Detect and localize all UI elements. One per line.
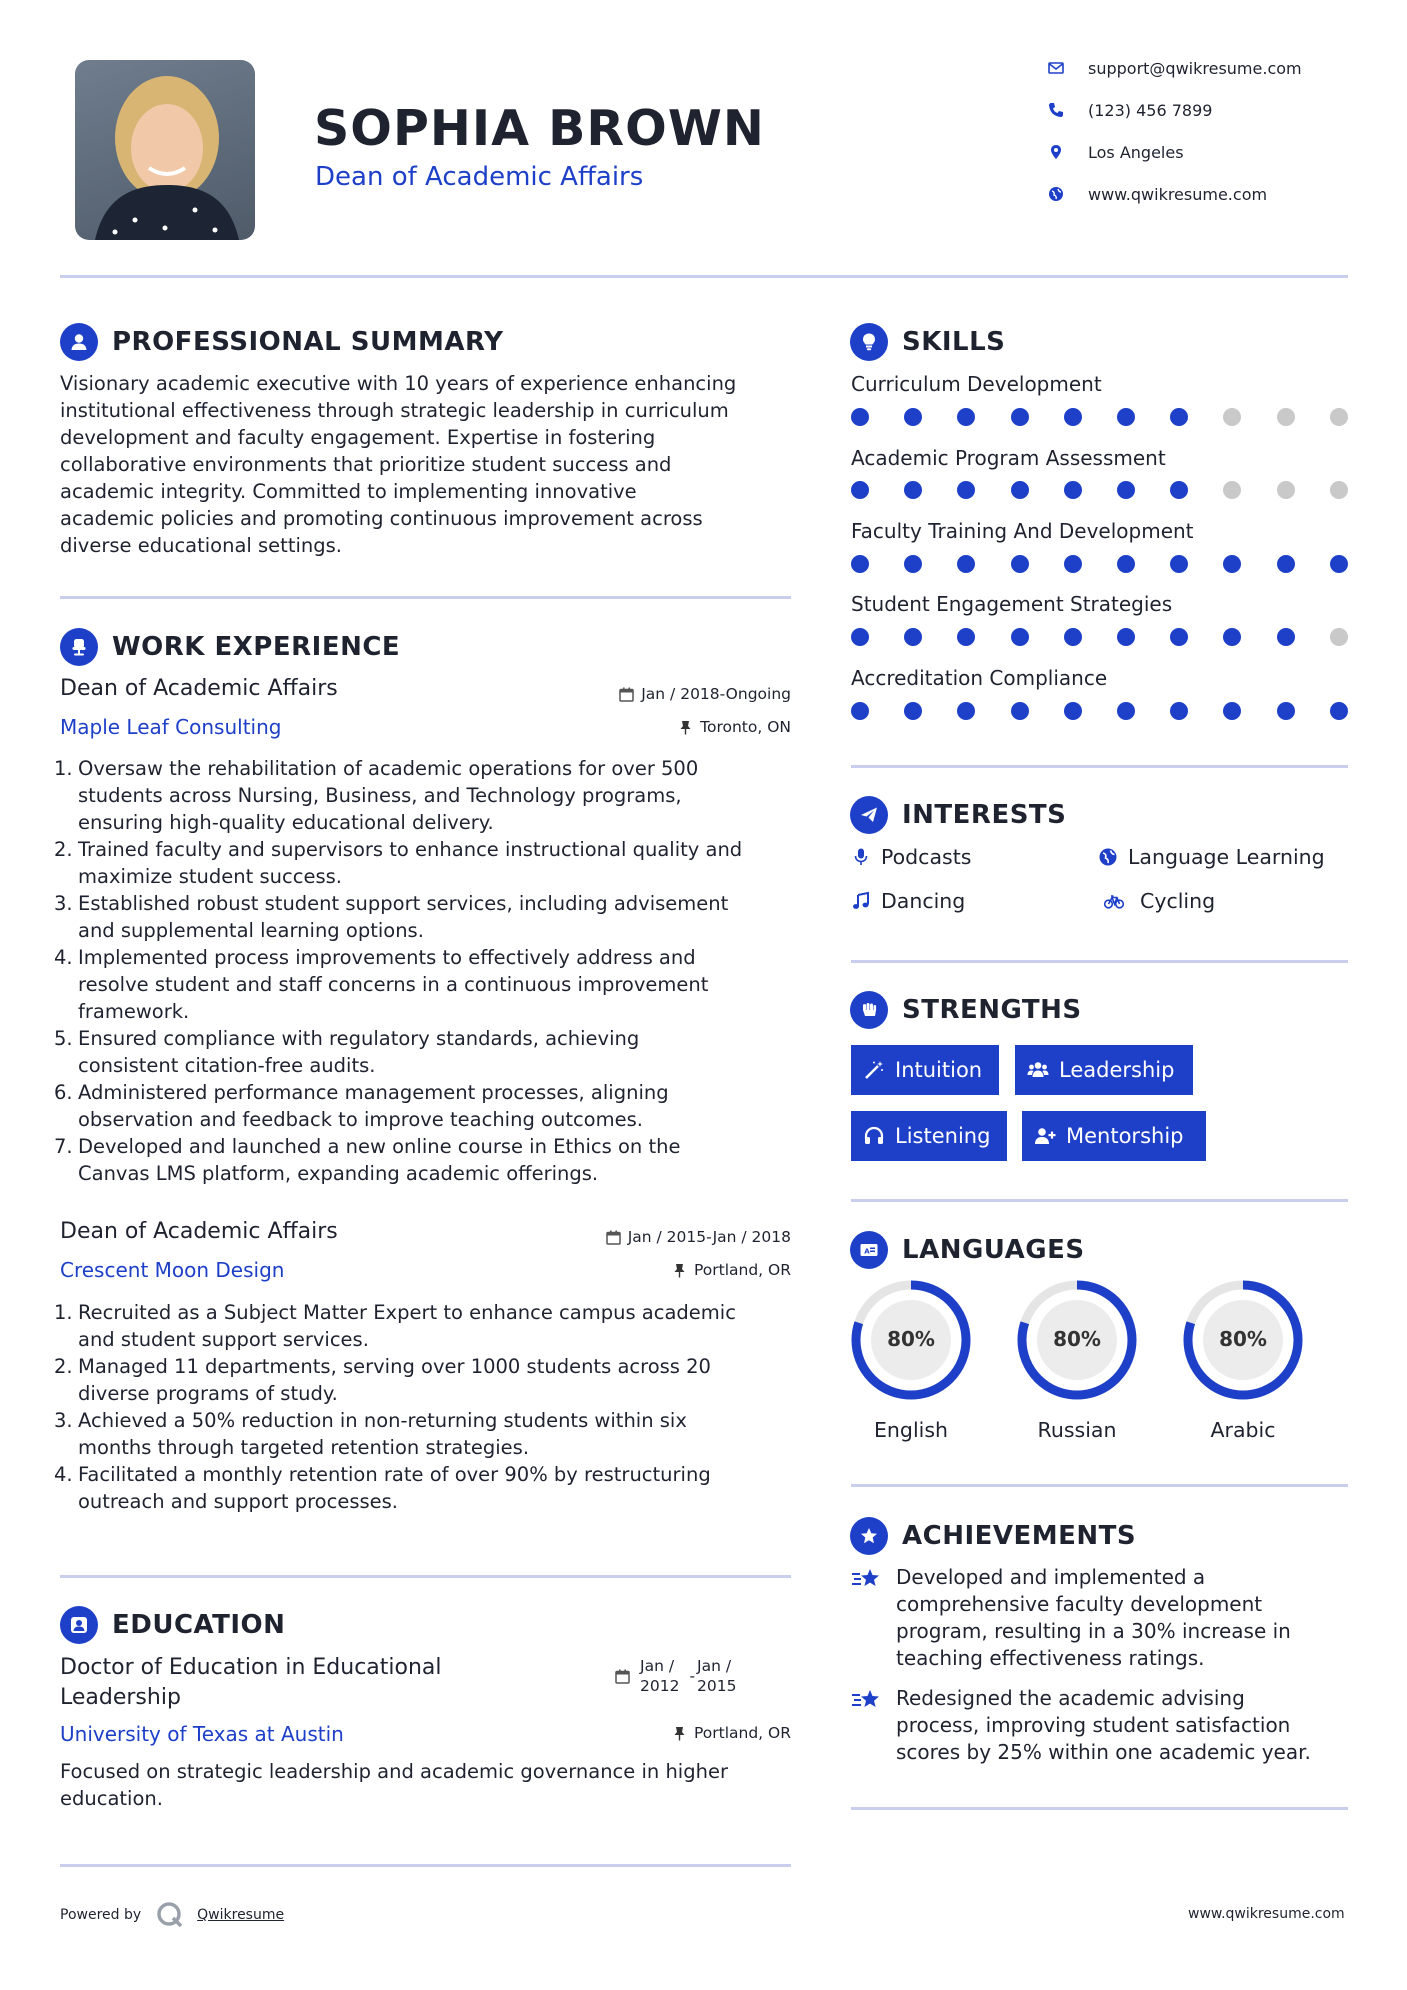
skill-dot-filled [904,555,922,573]
languages-header [850,1230,1085,1270]
contact-phone-text: (123) 456 7899 [1088,100,1213,120]
skill-dot-empty [1277,481,1295,499]
education-date-sep: - [689,1667,696,1685]
bullet-line: outreach and support processes. [78,1490,398,1513]
skill-dot-filled [1117,481,1135,499]
skill-name: Accreditation Compliance [851,666,1108,690]
language-card-icon [850,1231,888,1269]
skill-name: Academic Program Assessment [851,446,1166,470]
star-badge-icon [850,1517,888,1555]
summary-line: diverse educational settings. [60,534,342,557]
school-name: University of Texas at Austin [60,1722,344,1746]
education-date [615,1656,737,1696]
users-icon [1027,1059,1049,1081]
achievements-heading: ACHIEVEMENTS [902,1521,1137,1551]
bullet-number: 4. [54,946,73,969]
calendar-icon [615,1669,630,1684]
skill-dot-filled [1011,628,1029,646]
bullet-line: observation and feedback to improve teaching outcomes. [78,1108,643,1131]
interest-label: Cycling [1140,889,1216,913]
paper-plane-icon [850,796,888,834]
job-title: Dean of Academic Affairs [60,676,338,701]
achievements-header [850,1516,1136,1556]
strength-badge [1022,1111,1206,1161]
magic-wand-icon [863,1059,885,1081]
bullet-line: Ensured compliance with regulatory standards, achieving [78,1027,640,1050]
music-icon [851,891,871,911]
skill-dot-filled [1011,555,1029,573]
skill-dot-filled [957,408,975,426]
summary-line: institutional effectiveness through strategic leadership in curriculum [60,399,729,422]
contact-website-text: www.qwikresume.com [1088,184,1268,204]
skill-dot-filled [1170,481,1188,499]
language-item [849,1278,973,1442]
globe-icon [1098,847,1118,867]
svg-text:A: A [864,1247,870,1256]
fist-icon [850,991,888,1029]
envelope-icon [1048,60,1064,76]
job-company: Maple Leaf Consulting [60,715,282,739]
bullet-line: Oversaw the rehabilitation of academic operations for over 500 [78,757,699,780]
skill-dot-empty [1277,408,1295,426]
skill-name: Curriculum Development [851,372,1102,396]
strength-badge [1015,1045,1193,1095]
skill-dot-filled [904,702,922,720]
skill-dot-filled [1064,628,1082,646]
degree-title [60,1653,442,1713]
skill-dot-filled [851,702,869,720]
language-percent: 80% [887,1327,935,1351]
language-progress-ring [1015,1278,1139,1402]
bullet-number: 3. [54,1409,73,1432]
job-title: Dean of Academic Affairs [60,1219,338,1244]
job-date-text: Jan / 2018-Ongoing [641,685,791,703]
bicycle-icon [1098,891,1130,911]
bullet-line: Recruited as a Subject Matter Expert to enhance campus academic [78,1301,736,1324]
bullet-line: resolve student and staff concerns in a continuous improvement [78,973,709,996]
bullet-number: 2. [54,1355,73,1378]
skill-dot-filled [1330,702,1348,720]
interest-label: Dancing [881,889,966,913]
skill-dot-filled [904,481,922,499]
skill-dot-filled [1223,628,1241,646]
skill-dot-filled [1011,702,1029,720]
bullet-line: students across Nursing, Business, and Technology programs, [78,784,682,807]
user-plus-icon [1034,1125,1056,1147]
bullet-number: 1. [54,1301,73,1324]
summary-heading: PROFESSIONAL SUMMARY [112,327,504,357]
bullet-line: Trained faculty and supervisors to enhance instructional quality and [78,838,743,861]
powered-by-label: Powered by [60,1907,142,1923]
strengths-header [850,990,1082,1030]
achievement-item [851,1564,1351,1672]
skill-dot-filled [1117,555,1135,573]
skill-dot-filled [1170,702,1188,720]
skill-dot-filled [1170,408,1188,426]
summary-line: development and faculty engagement. Expertise in fostering [60,426,656,449]
interests-header [850,795,1066,835]
work-heading: WORK EXPERIENCE [112,632,401,662]
strength-badge [851,1111,1007,1161]
strengths-divider [851,1199,1348,1202]
achievement-line: comprehensive faculty development [896,1592,1263,1616]
bullet-line: Administered performance management processes, aligning [78,1081,669,1104]
bullet-line: Developed and launched a new online course in Ethics on the [78,1135,681,1158]
job-location-text: Portland, OR [693,1261,791,1279]
interest-item [1098,889,1215,913]
strength-label: Mentorship [1066,1124,1184,1148]
description-line: Focused on strategic leadership and academic governance in higher [60,1760,728,1783]
bullet-line: ensuring high-quality educational delivery. [78,811,494,834]
bullet-number: 6. [54,1081,73,1104]
interest-item [851,845,971,869]
skill-dot-filled [1277,555,1295,573]
bullet-line: Achieved a 50% reduction in non-returning students within six [78,1409,687,1432]
languages-heading: LANGUAGES [902,1235,1085,1265]
skill-dot-filled [1117,408,1135,426]
strength-badge [851,1045,999,1095]
skill-dot-filled [1117,702,1135,720]
candidate-title: Dean of Academic Affairs [315,162,644,192]
degree-line: Doctor of Education in Educational [60,1655,442,1680]
interest-label: Podcasts [881,845,972,869]
language-percent: 80% [1053,1327,1101,1351]
contact-website[interactable] [1048,182,1267,206]
interest-item [851,889,965,913]
bullet-line: and supplemental learning options. [78,919,424,942]
pushpin-icon [672,1726,687,1741]
skill-dot-filled [957,628,975,646]
bullet-line: Facilitated a monthly retention rate of over 90% by restructuring [78,1463,711,1486]
education-entry [60,0,791,1990]
languages-divider [851,1484,1348,1487]
achievement-line: program, resulting in a 30% increase in [896,1619,1291,1643]
contact-location [1048,140,1184,164]
skill-dot-empty [1223,408,1241,426]
footer-powered-by [60,1900,284,1930]
skill-dot-filled [1223,555,1241,573]
skill-dot-empty [1330,408,1348,426]
date-line: Jan / [640,1657,675,1675]
skill-dot-filled [1170,555,1188,573]
date-line: 2012 [640,1677,680,1695]
language-name: Arabic [1210,1418,1276,1442]
skill-name: Faculty Training And Development [851,519,1194,543]
bullet-line: Established robust student support services, including advisement [78,892,729,915]
bullet-line: months through targeted retention strategies. [78,1436,530,1459]
skill-dot-empty [1330,628,1348,646]
bullet-line: framework. [78,1000,190,1023]
strengths-heading: STRENGTHS [902,995,1082,1025]
achievement-item [851,1685,1351,1766]
achievement-line: Redesigned the academic advising [896,1686,1245,1710]
bullet-line: Managed 11 departments, serving over 1000 students across 20 [78,1355,711,1378]
achievement-line: Developed and implemented a [896,1565,1206,1589]
skill-dot-filled [904,628,922,646]
skill-dot-filled [1064,408,1082,426]
bullet-number: 5. [54,1027,73,1050]
strength-label: Listening [895,1124,991,1148]
summary-line: academic integrity. Committed to implementing innovative [60,480,637,503]
job-date-text: Jan / 2015-Jan / 2018 [627,1228,791,1246]
bullet-line: consistent citation-free audits. [78,1054,376,1077]
language-progress-ring [1181,1278,1305,1402]
skill-dot-filled [851,628,869,646]
skill-dot-filled [851,408,869,426]
skill-dot-filled [1064,555,1082,573]
skill-rating [851,408,1348,426]
job-location-text: Toronto, ON [700,718,791,736]
skills-heading: SKILLS [902,327,1006,357]
education-heading: EDUCATION [112,1610,286,1640]
education-divider [60,1864,791,1867]
skill-dot-filled [851,481,869,499]
interests-divider [851,960,1348,963]
skill-dot-empty [1223,481,1241,499]
description-line: education. [60,1787,163,1810]
phone-icon [1048,102,1064,118]
bullet-number: 1. [54,757,73,780]
map-pin-icon [1048,144,1064,160]
interests-heading: INTERESTS [902,800,1067,830]
date-line: 2015 [697,1677,737,1695]
contact-email[interactable] [1048,56,1302,80]
bullet-line: Canvas LMS platform, expanding academic offerings. [78,1162,599,1185]
summary-line: collaborative environments that prioritize student success and [60,453,672,476]
education-location [672,1724,791,1742]
strength-label: Intuition [895,1058,983,1082]
skill-rating [851,702,1348,720]
bullet-number: 2. [54,838,73,861]
bullet-line: and student support services. [78,1328,369,1351]
education-description [60,1758,800,1812]
skill-dot-filled [1117,628,1135,646]
skills-divider [851,765,1348,768]
achievement-line: teaching effectiveness ratings. [896,1646,1205,1670]
contact-phone [1048,98,1212,122]
bullet-line: Implemented process improvements to effectively address and [78,946,696,969]
job-company: Crescent Moon Design [60,1258,285,1282]
language-name: English [873,1418,949,1442]
language-name: Russian [1037,1418,1117,1442]
footer-website[interactable]: www.qwikresume.com [1188,1906,1345,1922]
globe-icon [1048,186,1064,202]
language-percent: 80% [1219,1327,1267,1351]
skill-dot-filled [1064,481,1082,499]
skill-dot-filled [851,555,869,573]
skill-dot-filled [1011,408,1029,426]
strength-label: Leadership [1059,1058,1175,1082]
skill-dot-empty [1330,481,1348,499]
achievement-line: process, improving student satisfaction [896,1713,1291,1737]
contact-location-text: Los Angeles [1088,142,1184,162]
skill-rating [851,481,1348,499]
summary-line: Visionary academic executive with 10 years of experience enhancing [60,372,737,395]
language-item [1015,1278,1139,1442]
education-date-end [697,1656,736,1696]
bullet-line: maximize student success. [78,865,342,888]
skill-rating [851,555,1348,573]
lightbulb-icon [850,323,888,361]
summary-line: academic policies and promoting continuous improvement across [60,507,703,530]
degree-line: Leadership [60,1685,181,1710]
headphones-icon [863,1125,885,1147]
skill-dot-filled [957,481,975,499]
skill-name: Student Engagement Strategies [851,592,1173,616]
language-item [1181,1278,1305,1442]
skill-dot-filled [957,702,975,720]
bullet-number: 3. [54,892,73,915]
candidate-name: SOPHIA BROWN [314,100,765,157]
interest-item [1098,845,1325,869]
bullet-line: diverse programs of study. [78,1382,338,1405]
language-progress-ring [849,1278,973,1402]
achievements-divider [851,1807,1348,1810]
skill-dot-filled [1277,702,1295,720]
skill-dot-filled [1223,702,1241,720]
qwikresume-link[interactable]: Qwikresume [197,1907,285,1923]
date-line: Jan / [697,1657,732,1675]
interest-label: Language Learning [1128,845,1325,869]
skill-dot-filled [1064,702,1082,720]
skill-dot-filled [1011,481,1029,499]
skill-dot-filled [1277,628,1295,646]
bullet-number: 4. [54,1463,73,1486]
microphone-icon [851,847,871,867]
skill-dot-filled [1330,555,1348,573]
bullet-number: 7. [54,1135,73,1158]
shooting-star-icon [851,1566,883,1592]
contact-email-text: support@qwikresume.com [1088,58,1302,78]
skill-dot-filled [904,408,922,426]
education-location-text: Portland, OR [693,1724,791,1742]
achievement-line: scores by 25% within one academic year. [896,1740,1311,1764]
shooting-star-icon [851,1687,883,1713]
education-date-start [640,1656,679,1696]
skill-rating [851,628,1348,646]
qwikresume-logo-icon [155,1900,185,1930]
skill-dot-filled [957,555,975,573]
skills-header [850,322,1005,362]
skill-dot-filled [1170,628,1188,646]
